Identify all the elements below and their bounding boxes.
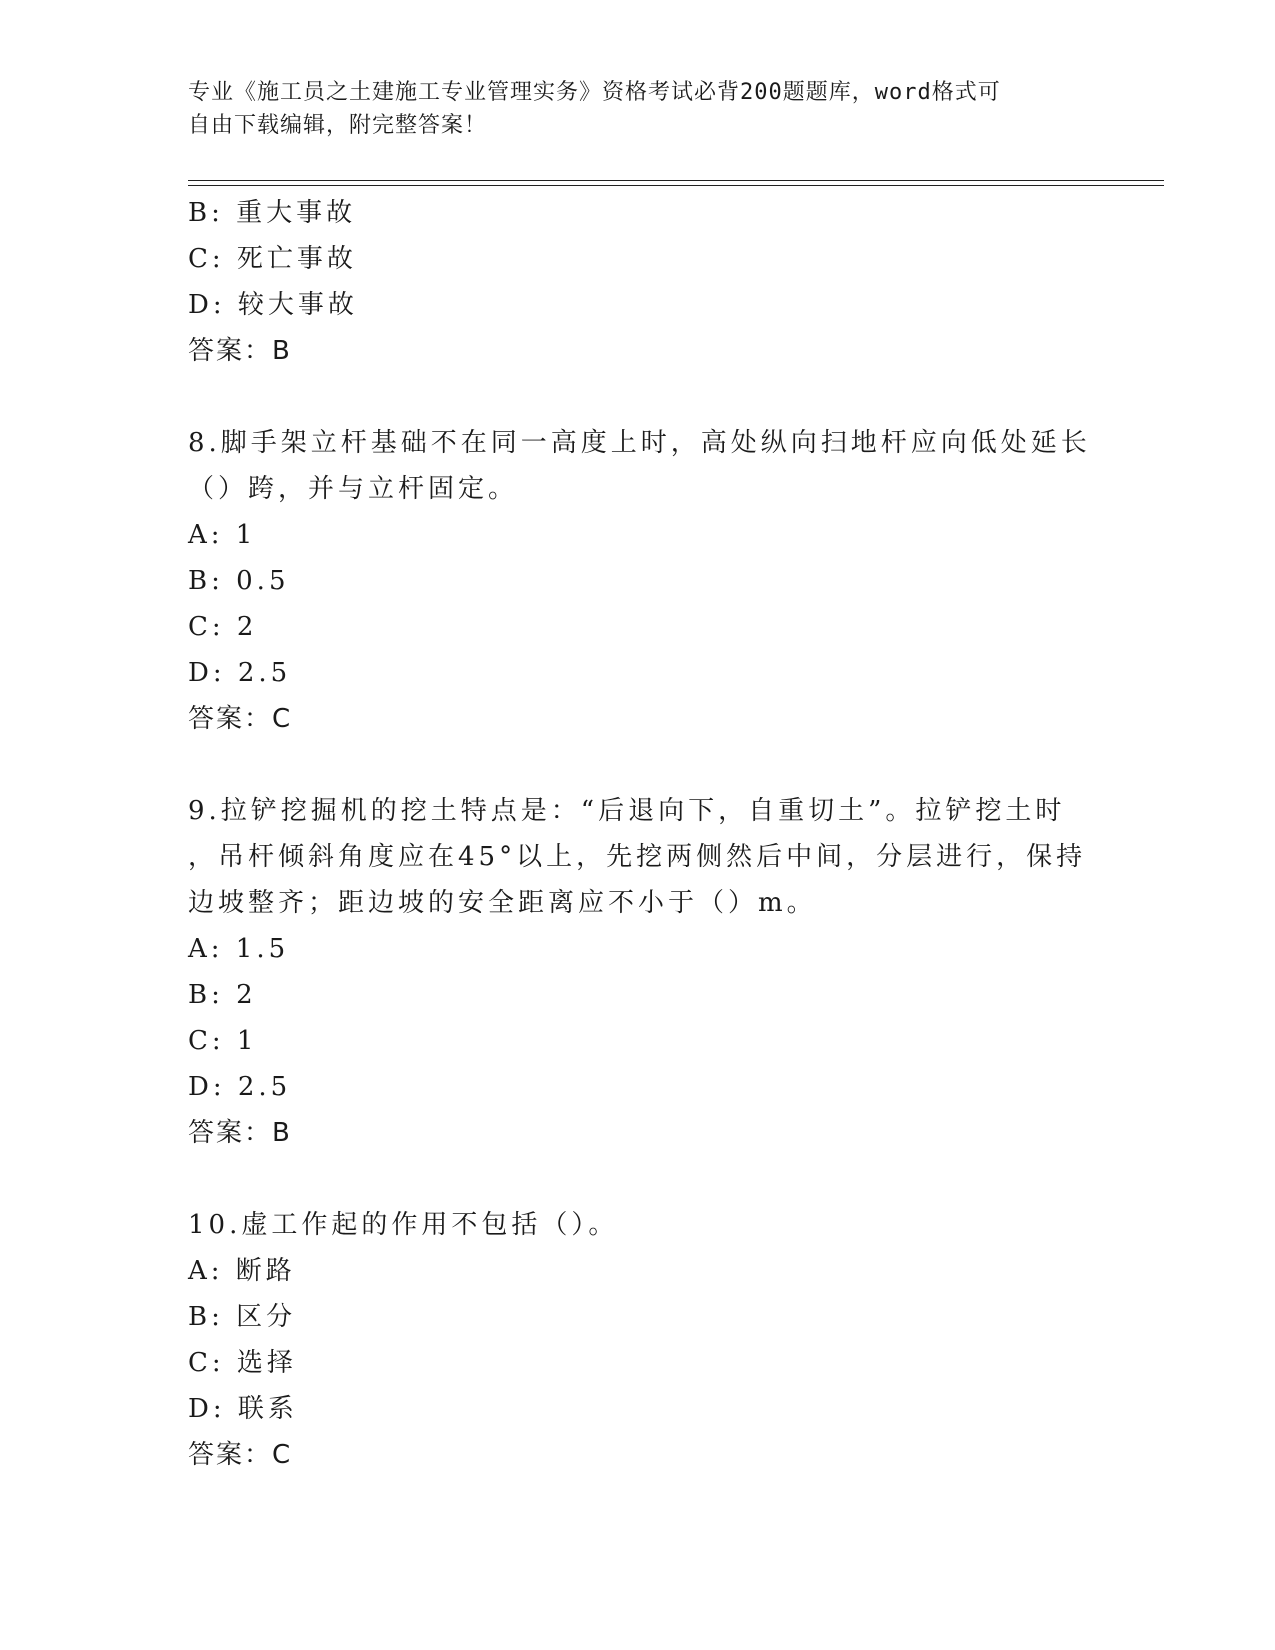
question-stem	[188, 420, 1091, 512]
header-divider-top	[188, 180, 1164, 181]
answer: 答案：B	[188, 336, 292, 366]
option-d: D: 2.5	[188, 658, 292, 688]
option-a: A: 1.5	[188, 934, 290, 964]
option-d: D: 联系	[188, 1394, 298, 1424]
question-8	[188, 420, 1091, 742]
option-d: D: 2.5	[188, 1072, 292, 1102]
option-b: B: 0.5	[188, 566, 290, 596]
option-b: B: 2	[188, 980, 257, 1010]
stem-line: （）跨，并与立杆固定。	[188, 474, 519, 504]
stem-line: 边坡整齐；距边坡的安全距离应不小于（）m。	[188, 888, 817, 918]
answer: 答案：C	[188, 1440, 293, 1470]
option-c: C: 死亡事故	[188, 244, 357, 274]
option-c: C: 1	[188, 1026, 258, 1056]
header-line-1: 专业《施工员之土建施工专业管理实务》资格考试必背200题题库，word格式可	[188, 80, 1001, 105]
stem-line: 8.脚手架立杆基础不在同一高度上时，高处纵向扫地杆应向低处延长	[188, 428, 1091, 458]
header-divider-bottom	[188, 185, 1164, 186]
option-b: B: 区分	[188, 1302, 297, 1332]
option-b: B: 重大事故	[188, 198, 357, 228]
question-stem	[188, 788, 1088, 926]
option-a: A: 断路	[188, 1256, 296, 1286]
answer: 答案：C	[188, 704, 293, 734]
question-stem	[188, 1202, 1088, 1248]
answer: 答案：B	[188, 1118, 292, 1148]
option-c: C: 2	[188, 612, 258, 642]
stem-line: ，吊杆倾斜角度应在45°以上，先挖两侧然后中间，分层进行，保持	[188, 842, 1087, 872]
question-list	[188, 190, 1091, 1478]
option-c: C: 选择	[188, 1348, 297, 1378]
option-a: A: 1	[188, 520, 257, 550]
header-line-2: 自由下载编辑，附完整答案！	[188, 113, 488, 138]
stem-line: 9.拉铲挖掘机的挖土特点是：“后退向下，自重切土”。拉铲挖土时	[188, 796, 1066, 826]
question-10	[188, 1202, 1088, 1478]
question-7-continued	[188, 190, 1088, 374]
question-9	[188, 788, 1088, 1156]
document-header	[188, 76, 1088, 142]
option-d: D: 较大事故	[188, 290, 358, 320]
stem-line: 10.虚工作起的作用不包括（）。	[188, 1210, 619, 1240]
